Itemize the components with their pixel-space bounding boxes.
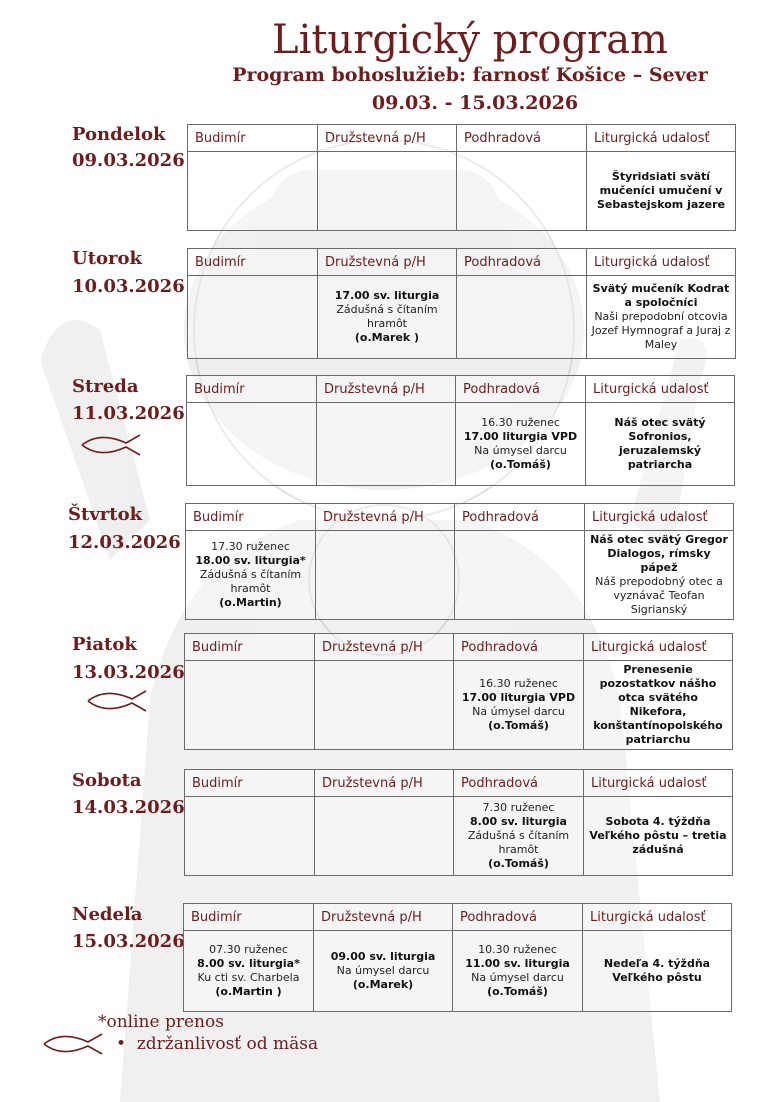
- schedule-cell: [457, 276, 587, 359]
- day-date: 11.03.2026: [72, 403, 185, 424]
- column-header: Budimír: [185, 770, 315, 797]
- schedule-cell: [584, 797, 733, 876]
- column-header: Liturgická udalosť: [587, 125, 736, 152]
- day-name: Sobota: [72, 770, 142, 791]
- schedule-cell: [316, 531, 455, 620]
- schedule-cell: [186, 531, 316, 620]
- day-name: Pondelok: [72, 124, 166, 145]
- cell-line: 10.30 ruženec: [478, 943, 557, 956]
- day-date: 15.03.2026: [72, 931, 185, 952]
- column-header: Liturgická udalosť: [584, 634, 733, 661]
- fast-note-text: zdržanlivosť od mäsa: [136, 1034, 319, 1054]
- cell-line: (o.Tomáš): [487, 985, 548, 998]
- schedule-cell: [583, 931, 732, 1012]
- cell-line: Sobota 4. týždňa Veľkého pôstu – tretia zádušná: [589, 815, 727, 856]
- schedule-cell: [453, 931, 583, 1012]
- column-header: Družstevná p/H: [318, 249, 457, 276]
- cell-line: 7.30 ruženec: [482, 801, 555, 814]
- day-schedule-table: [187, 248, 736, 359]
- column-header: Podhradová: [454, 770, 584, 797]
- schedule-cell: [188, 276, 318, 359]
- schedule-cell: [318, 152, 457, 231]
- cell-line: 16.30 ruženec: [481, 416, 560, 429]
- cell-line: (o.Martin): [219, 596, 282, 609]
- column-header: Družstevná p/H: [315, 634, 454, 661]
- day-name: Štvrtok: [68, 504, 143, 525]
- column-header: Družstevná p/H: [318, 125, 457, 152]
- day-date: 09.03.2026: [72, 150, 185, 171]
- cell-line: 8.00 sv. liturgia: [470, 815, 567, 828]
- schedule-cell: [584, 661, 733, 750]
- cell-line: 16.30 ruženec: [479, 677, 558, 690]
- column-header: Budimír: [184, 904, 314, 931]
- schedule-cell: [455, 531, 585, 620]
- schedule-cell: [454, 797, 584, 876]
- cell-line: Náš otec svätý Gregor Dialogos, rímsky pápež: [590, 533, 728, 574]
- date-range: 09.03. - 15.03.2026: [371, 92, 579, 114]
- day-date: 13.03.2026: [72, 662, 185, 683]
- cell-line: 17.00 liturgia VPD: [461, 691, 576, 704]
- day-schedule-table: [186, 375, 735, 486]
- cell-line: 07.30 ruženec: [209, 943, 288, 956]
- day-schedule-table: [184, 633, 733, 750]
- schedule-cell: [456, 403, 586, 486]
- schedule-cell: [185, 797, 315, 876]
- day-schedule-table: [187, 124, 736, 231]
- column-header: Podhradová: [456, 376, 586, 403]
- page-title: Liturgický program: [272, 17, 668, 63]
- schedule-cell: [315, 661, 454, 750]
- cell-line: Na úmysel darcu: [474, 444, 567, 457]
- day-date: 10.03.2026: [72, 276, 185, 297]
- cell-line: 18.00 sv. liturgia*: [195, 554, 306, 567]
- schedule-cell: [317, 403, 456, 486]
- cell-line: 17.30 ruženec: [211, 540, 290, 553]
- cell-line: 09.00 sv. liturgia: [330, 950, 436, 963]
- column-header: Budimír: [188, 249, 318, 276]
- column-header: Podhradová: [457, 249, 587, 276]
- cell-line: Naši prepodobní otcovia Jozef Hymnograf a Juraj z Maley: [591, 310, 731, 351]
- cell-line: 8.00 sv. liturgia*: [197, 957, 300, 970]
- page-subtitle: Program bohoslužieb: farnosť Košice – Sever: [232, 64, 708, 86]
- cell-line: Zádušná s čítaním hramôt: [199, 568, 302, 595]
- cell-line: (o.Marek): [352, 978, 414, 991]
- schedule-cell: [585, 531, 734, 620]
- fish-icon: [80, 432, 142, 458]
- cell-line: Na úmysel darcu: [336, 964, 430, 977]
- cell-line: Na úmysel darcu: [471, 971, 564, 984]
- schedule-cell: [457, 152, 587, 231]
- day-schedule-table: [185, 503, 734, 620]
- cell-line: Svätý mučeník Kodrat a spoločníci: [592, 282, 730, 309]
- column-header: Podhradová: [455, 504, 585, 531]
- cell-line: Štyridsiati svätí mučeníci umučení v Sebastejskom jazere: [596, 170, 726, 211]
- cell-line: 11.00 sv. liturgia: [465, 957, 570, 970]
- schedule-cell: [315, 797, 454, 876]
- schedule-cell: [587, 152, 736, 231]
- cell-line: (o.Tomáš): [490, 458, 551, 471]
- fish-icon: [86, 688, 148, 714]
- schedule-cell: [586, 403, 735, 486]
- day-schedule-table: [183, 903, 732, 1012]
- column-header: Liturgická udalosť: [583, 904, 732, 931]
- column-header: Podhradová: [454, 634, 584, 661]
- column-header: Liturgická udalosť: [585, 504, 734, 531]
- cell-line: Ku cti sv. Charbela: [197, 971, 300, 984]
- schedule-cell: [318, 276, 457, 359]
- cell-line: (o.Marek ): [354, 331, 420, 344]
- column-header: Budimír: [185, 634, 315, 661]
- cell-line: Náš prepodobný otec a vyznávač Teofan Sigrianský: [595, 575, 723, 616]
- cell-line: Náš otec svätý Sofronios, jeruzalemský patriarcha: [614, 416, 706, 471]
- cell-line: 17.00 liturgia VPD: [463, 430, 578, 443]
- cell-line: Na úmysel darcu: [472, 705, 565, 718]
- schedule-cell: [188, 152, 318, 231]
- cell-line: Prenesenie pozostatkov nášho otca svätého Nikefora, konštantínopolského patriarchu: [593, 663, 723, 746]
- column-header: Liturgická udalosť: [584, 770, 733, 797]
- cell-line: (o.Tomáš): [488, 857, 549, 870]
- column-header: Budimír: [188, 125, 318, 152]
- cell-line: Zádušná s čítaním hramôt: [467, 829, 570, 856]
- day-name: Utorok: [72, 248, 142, 269]
- cell-line: Zádušná s čítaním hramôt: [336, 303, 438, 330]
- day-date: 12.03.2026: [68, 532, 181, 553]
- online-note: *online prenos: [98, 1012, 224, 1032]
- schedule-cell: [314, 931, 453, 1012]
- column-header: Podhradová: [453, 904, 583, 931]
- cell-line: 17.00 sv. liturgia: [334, 289, 440, 302]
- column-header: Družstevná p/H: [315, 770, 454, 797]
- day-schedule-table: [184, 769, 733, 876]
- column-header: Družstevná p/H: [316, 504, 455, 531]
- schedule-cell: [184, 931, 314, 1012]
- cell-line: (o.Martin ): [215, 985, 282, 998]
- column-header: Podhradová: [457, 125, 587, 152]
- schedule-cell: [587, 276, 736, 359]
- day-name: Piatok: [72, 634, 137, 655]
- column-header: Budimír: [187, 376, 317, 403]
- column-header: Budimír: [186, 504, 316, 531]
- schedule-cell: [185, 661, 315, 750]
- column-header: Družstevná p/H: [317, 376, 456, 403]
- day-name: Nedeľa: [72, 904, 143, 925]
- fish-icon: [42, 1032, 104, 1056]
- day-name: Streda: [72, 376, 139, 397]
- cell-line: (o.Tomáš): [488, 719, 549, 732]
- schedule-cell: [454, 661, 584, 750]
- column-header: Liturgická udalosť: [586, 376, 735, 403]
- day-date: 14.03.2026: [72, 797, 185, 818]
- fast-note: • zdržanlivosť od mäsa: [116, 1034, 319, 1054]
- schedule-cell: [187, 403, 317, 486]
- column-header: Liturgická udalosť: [587, 249, 736, 276]
- column-header: Družstevná p/H: [314, 904, 453, 931]
- cell-line: Nedeľa 4. týždňa Veľkého pôstu: [603, 957, 711, 984]
